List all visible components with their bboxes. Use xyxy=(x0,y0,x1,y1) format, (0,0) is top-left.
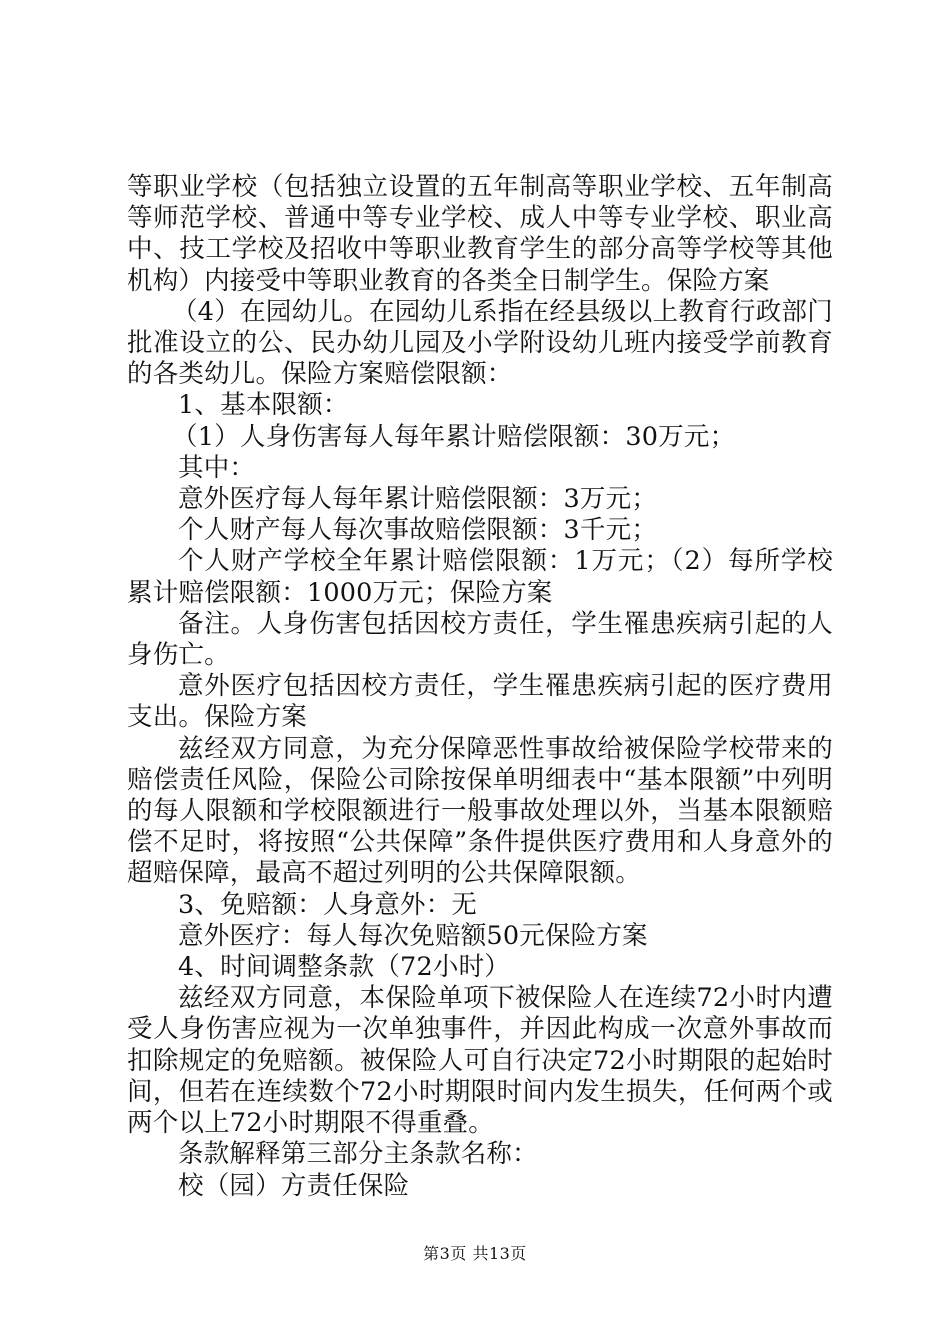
paragraph: 校（园）方责任保险 xyxy=(178,1170,410,1201)
paragraph: （1）人身伤害每人每年累计赔偿限额：30万元； xyxy=(172,421,736,452)
paragraph: 3、免赔额：人身意外：无 xyxy=(178,889,478,920)
page-number: 第3页 共13页 xyxy=(423,1244,527,1263)
paragraph: 1、基本限额： xyxy=(178,390,349,421)
paragraph: 其中： xyxy=(178,452,256,483)
paragraph: 条款解释第三部分主条款名称： xyxy=(178,1139,538,1170)
paragraph: 个人财产学校全年累计赔偿限额：1万元；（2）每所学校累计赔偿限额：1000万元；保险方案 xyxy=(127,546,833,608)
paragraph: 个人财产每人每次事故赔偿限额：3千元； xyxy=(178,515,658,546)
document-body xyxy=(127,172,833,1202)
paragraph: 4、时间调整条款（72小时） xyxy=(178,952,510,983)
paragraph: 备注。人身伤害包括因校方责任，学生罹患疾病引起的人身伤亡。 xyxy=(127,608,833,671)
paragraph: 等职业学校（包括独立设置的五年制高等职业学校、五年制高等师范学校、普通中等专业学校、成人中等专业学校、职业高中、技工学校及招收中等职业教育学生的部分高等学校等其他机构）内接受中等职业教育的各类全日制学生。保险方案 xyxy=(127,172,833,296)
paragraph: 意外医疗：每人每次免赔额50元保险方案 xyxy=(178,920,648,951)
paragraph: （4）在园幼儿。在园幼儿系指在经县级以上教育行政部门批准设立的公、民办幼儿园及小学附设幼儿班内接受学前教育的各类幼儿。保险方案赔偿限额： xyxy=(127,296,833,390)
paragraph: 兹经双方同意，本保险单项下被保险人在连续72小时内遭受人身伤害应视为一次单独事件，并因此构成一次意外事故而扣除规定的免赔额。被保险人可自行决定72小时期限的起始时间，但若在连续数个72小时期限时间内发生损失，任何两个或两个以上72小时期限不得重叠。 xyxy=(127,983,833,1139)
paragraph: 意外医疗包括因校方责任，学生罹患疾病引起的医疗费用支出。保险方案 xyxy=(127,671,833,733)
paragraph: 意外医疗每人每年累计赔偿限额：3万元； xyxy=(178,484,658,515)
paragraph: 兹经双方同意，为充分保障恶性事故给被保险学校带来的赔偿责任风险，保险公司除按保单明细表中“基本限额”中列明的每人限额和学校限额进行一般事故处理以外，当基本限额赔偿不足时，将按照“公共保障”条件提供医疗费用和人身意外的超赔保障，最高不超过列明的公共保障限额。 xyxy=(127,733,833,889)
